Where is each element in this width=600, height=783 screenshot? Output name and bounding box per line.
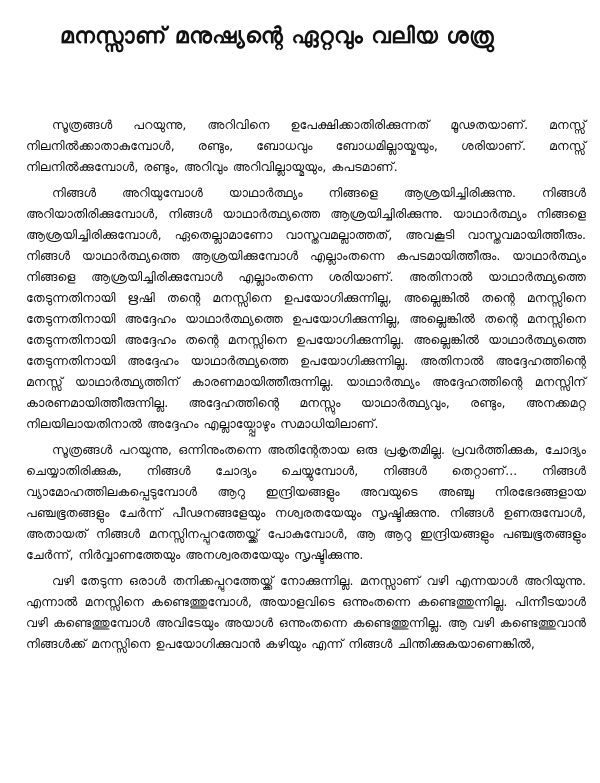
paragraph-way-seeker: വഴി തേടുന്ന ഒരാൾ തനിക്കപ്പുറത്തേയ്ക്ക് നോക്കുന്നില്ല. മനസ്സാണ് വഴി എന്നയാൾ അറിയുന്നു. എന്നാൽ മനസ്സിനെ കണ്ടെത്തുമ്പോൾ, അയാളവിടെ ഒന്നുംതന്നെ കണ്ടെത്തുന്നില്ല. പിന്നീടയാൾ വഴി കണ്ടെത്തുമ്പോൾ അവിടേയും അയാൾ ഒന്നുംതന്നെ കണ്ടെത്തുന്നില്ല. ആ വഴി കണ്ടെത്തുവാൻ നിങ്ങൾക്ക് മനസ്സിനെ ഉപയോഗിക്കുവാൻ കഴിയും എന്ന് നിങ്ങൾ ചിന്തിക്കുകയാണെങ്കിൽ, [26, 573, 586, 651]
paragraph-senses: സൂത്രങ്ങൾ പറയുന്നു, ഒന്നിനുംതന്നെ അതിന്റേതായ ഒരു പ്രകൃതമില്ല. പ്രവർത്തിക്കുക, ചോദ്യം ചെയ്യാതിരിക്കുക, നിങ്ങൾ ചോദ്യം ചെയ്യുമ്പോൾ, നിങ്ങൾ തെറ്റാണ്... നിങ്ങൾ വ്യാമോഹത്തിലകപ്പെടുമ്പോൾ ആറു ഇന്ദ്രിയങ്ങളും അവയുടെ അഞ്ചു നിരഭേദങ്ങളായ പഞ്ചഭൂതങ്ങളും ചേർന്ന് പീഢനങ്ങളേയും നശ്വരതയേയും സൃഷ്ടിക്കുന്നു. നിങ്ങൾ ഉണരുമ്പോൾ, അതായത് നിങ്ങൾ മനസ്സിനപ്പുറത്തേയ്ക്ക് പോകുമ്പോൾ, ആ ആറു ഇന്ദ്രിയങ്ങളും പഞ്ചഭൂതങ്ങളും ചേർന്ന്, നിർവ്വാണത്തേയും അനശ്വരതയേയും സൃഷ്ടിക്കുന്നു. [26, 442, 586, 562]
chapter-title: മനസ്സാണ് മനുഷ്യന്റെ ഏറ്റവും വലിയ ശത്രു [60, 24, 495, 49]
paragraph-reality: നിങ്ങൾ അറിയുമ്പോൾ യാഥാർത്ഥ്യം നിങ്ങളെ ആശ്രയിച്ചിരിക്കുന്നു. നിങ്ങൾ അറിയാതിരിക്കുമ്പോൾ, നിങ്ങൾ യാഥാർത്ഥ്യത്തെ ആശ്രയിച്ചിരിക്കുന്നു. യാഥാർത്ഥ്യം നിങ്ങളെ ആശ്രയിച്ചിരിക്കുമ്പോൾ, ഏതെല്ലാമാണോ വാസ്തവമല്ലാത്തത്, അവകൂടി വാസ്തവമായിത്തീരും. നിങ്ങൾ യാഥാർത്ഥ്യത്തെ ആശ്രയിക്കുമ്പോൾ എല്ലാംതന്നെ കപടമായിത്തീരും. യാഥാർത്ഥ്യം നിങ്ങളെ ആശ്രയിച്ചിരിക്കുമ്പോൾ എല്ലാംതന്നെ ശരിയാണ്. അതിനാൽ യാഥാർത്ഥ്യത്തെ തേടുന്നതിനായി ഋഷി തന്റെ മനസ്സിനെ ഉപയോഗിക്കുന്നില്ല, അല്ലെങ്കിൽ തന്റെ മനസ്സിനെ തേടുന്നതിനായി അദ്ദേഹം യാഥാർത്ഥ്യത്തെ ഉപയോഗിക്കുന്നില്ല, അല്ലെങ്കിൽ തന്റെ മനസ്സിനെ തേടുന്നതിനായി അദ്ദേഹം തന്റെ മനസ്സിനെ ഉപയോഗിക്കുന്നില്ല. അല്ലെങ്കിൽ യാഥാർത്ഥ്യത്തെ തേടുന്നതിനായി അദ്ദേഹം യാഥാർത്ഥ്യത്തെ ഉപയോഗിക്കുന്നില്ല. അതിനാൽ അദ്ദേഹത്തിന്റെ മനസ്സ് യാഥാർത്ഥ്യത്തിന് കാരണമായിത്തീരുന്നില്ല. യാഥാർത്ഥ്യം അദ്ദേഹത്തിന്റെ മനസ്സിന് കാരണമായിത്തീരുന്നില്ല. അദ്ദേഹത്തിന്റെ മനസ്സും യാഥാർത്ഥ്യവും, രണ്ടും, അനക്കമറ്റ നിലയിലായതിനാൽ അദ്ദേഹം എല്ലായ്പ്പോഴും സമാധിയിലാണ്. [26, 185, 586, 431]
body-text [26, 114, 586, 659]
paragraph-sutras-knowledge: സൂത്രങ്ങൾ പറയുന്നു, അറിവിനെ ഉപേക്ഷിക്കാതിരിക്കുന്നത് മൂഢതയാണ്. മനസ്സ് നിലനിൽക്കാതാകുമ്പോൾ, രണ്ടും, ബോധവും ബോധമില്ലായ്മയും, ശരിയാണ്. മനസ്സ് നിലനിൽക്കുമ്പോൾ, രണ്ടും, അറിവും അറിവില്ലായ്മയും, കപടമാണ്. [26, 117, 586, 174]
